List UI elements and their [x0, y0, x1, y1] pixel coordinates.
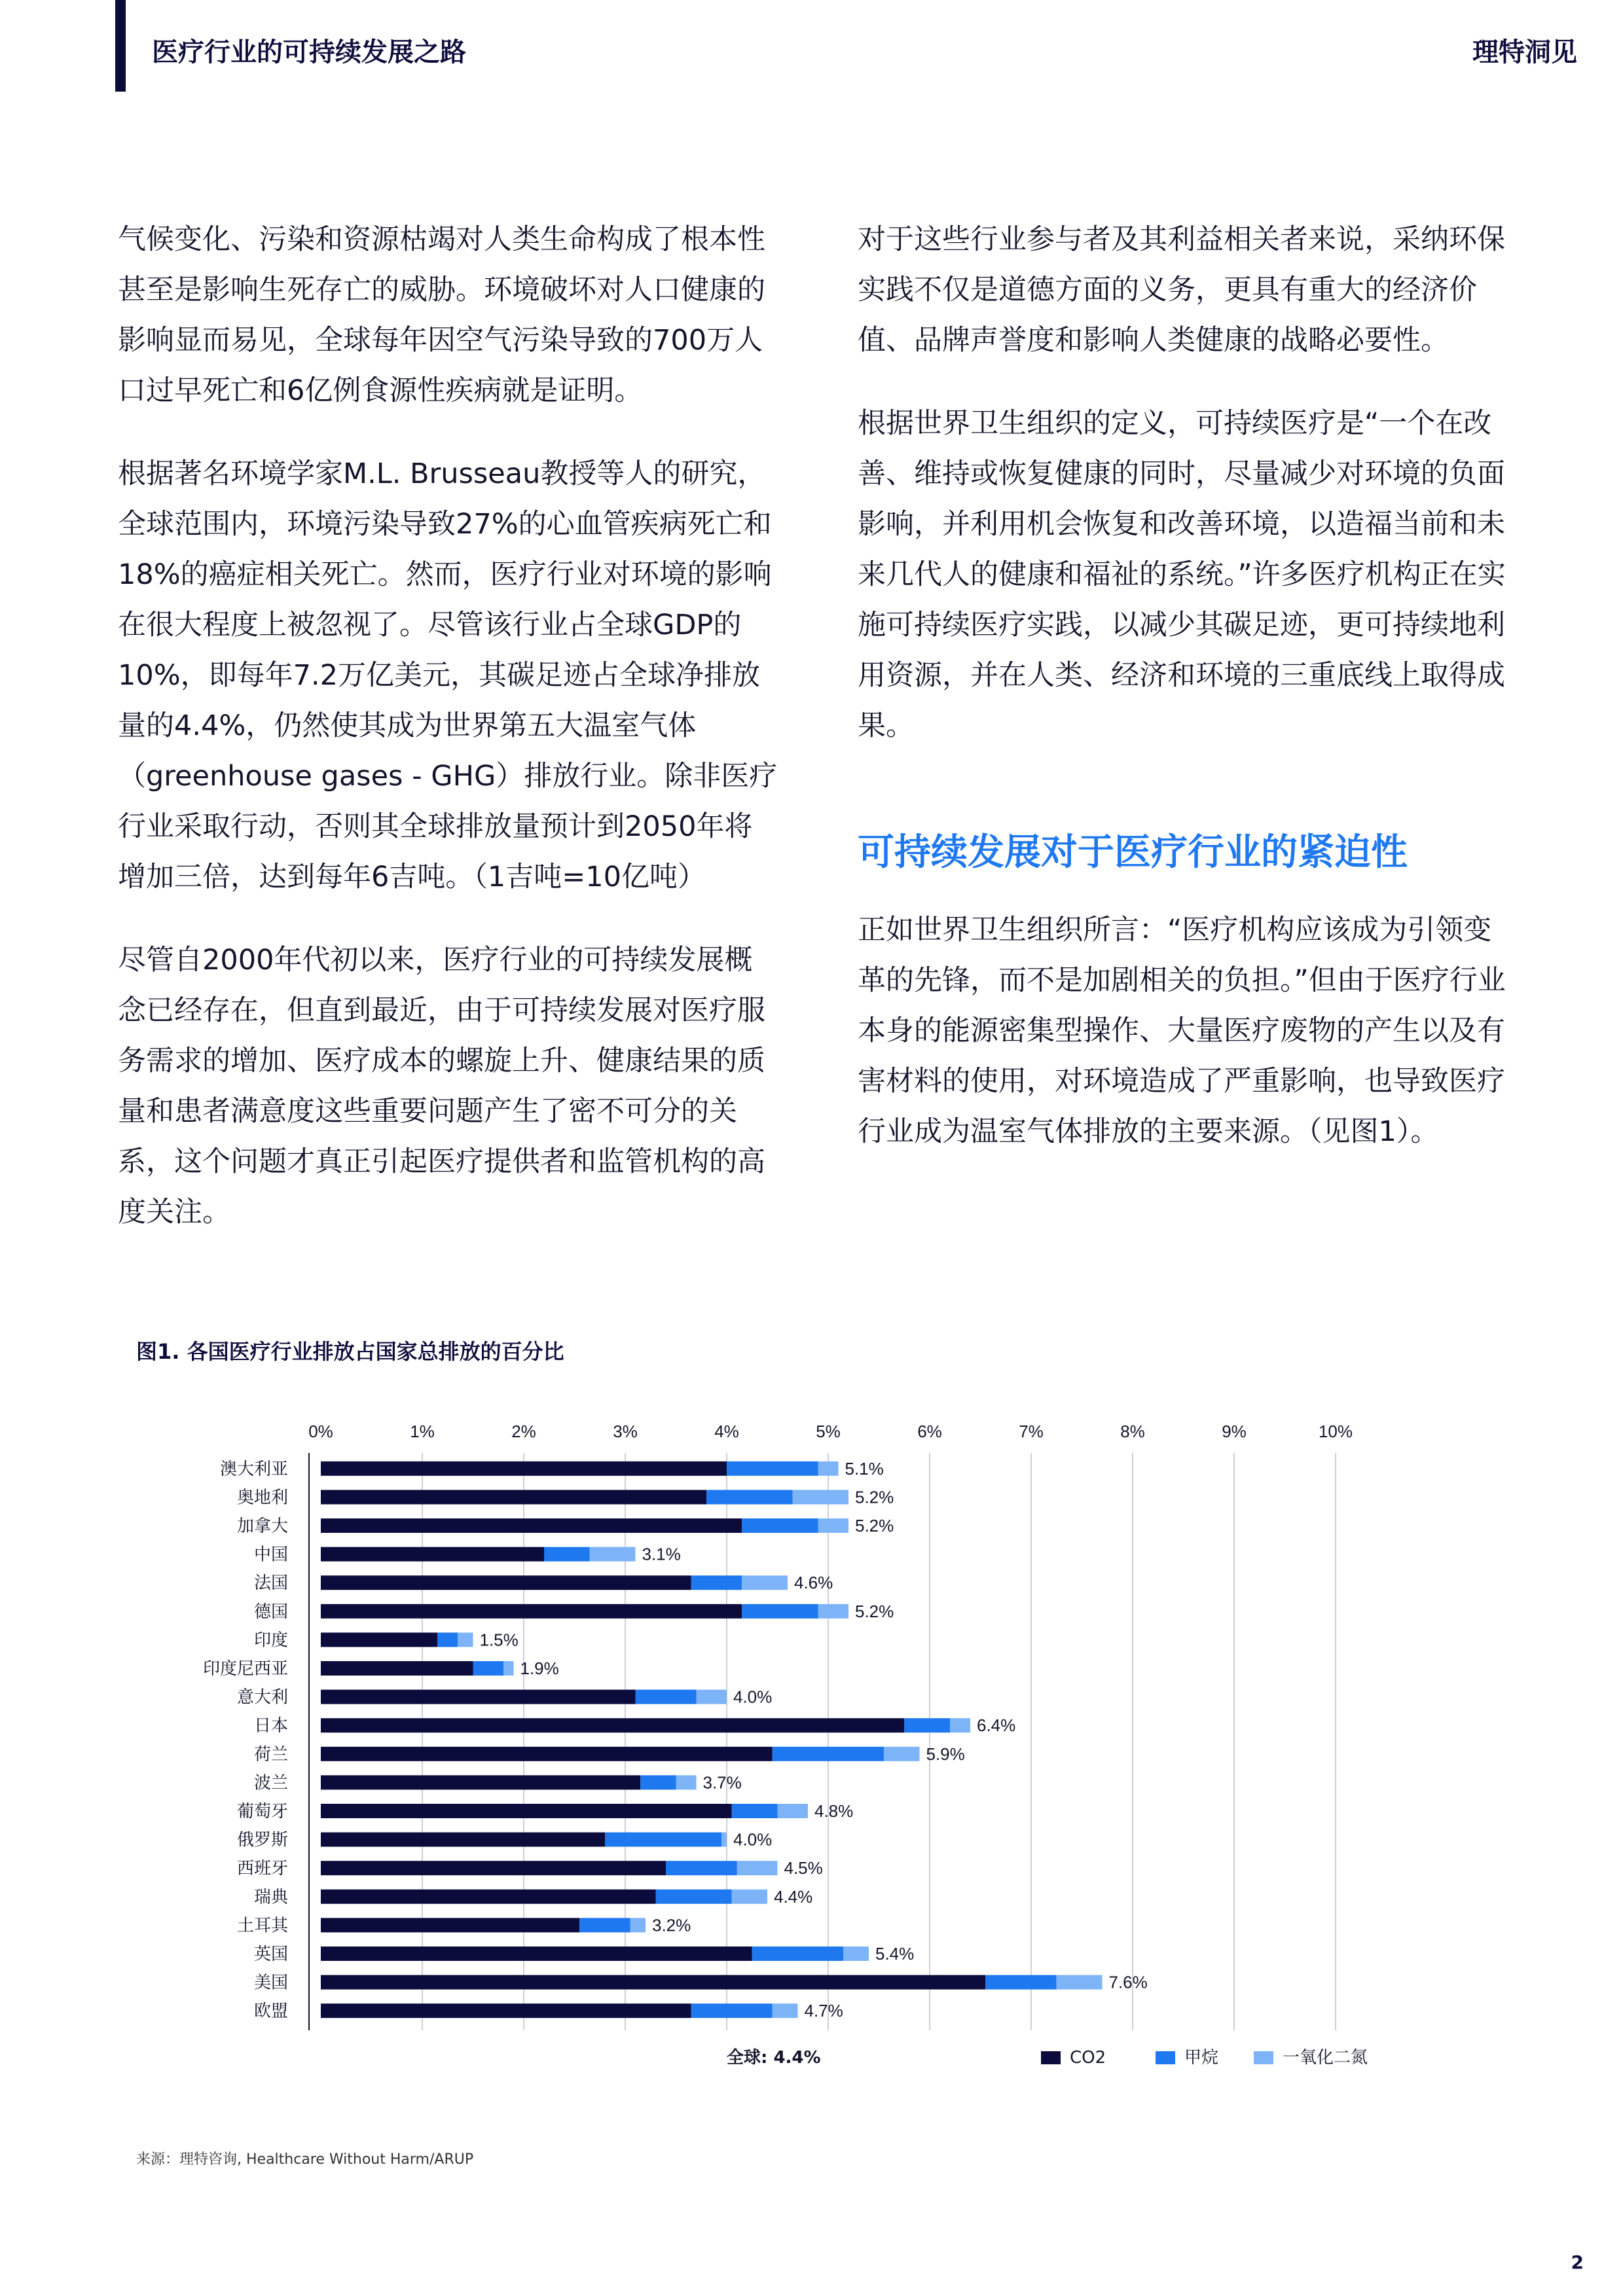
bar-segment — [473, 1661, 504, 1676]
bar-segment — [321, 1661, 473, 1676]
bar-segment — [437, 1632, 458, 1647]
category-label: 法国 — [253, 1573, 288, 1594]
bar-segment — [773, 2003, 798, 2018]
total-label: 1.5% — [479, 1630, 519, 1650]
category-label: 瑞典 — [253, 1887, 288, 1907]
total-label: 4.7% — [804, 2001, 843, 2021]
bar-segment — [321, 1490, 706, 1504]
bar-segment — [950, 1718, 970, 1732]
bar-segment — [458, 1632, 473, 1647]
bar-segment — [656, 1890, 732, 1904]
bar-segment — [321, 1632, 437, 1647]
x-tick-label: 2% — [511, 1422, 536, 1441]
bar-segment — [778, 1804, 809, 1818]
bar-segment — [737, 1861, 778, 1875]
legend-swatch — [1254, 2051, 1273, 2064]
category-label: 荷兰 — [253, 1744, 288, 1765]
bar-segment — [727, 1462, 818, 1476]
figure-source: 来源：理特咨询, Healthcare Without Harm/ARUP — [136, 2151, 474, 2168]
total-label: 5.4% — [875, 1944, 915, 1964]
legend-swatch — [1156, 2051, 1175, 2064]
bar-segment — [636, 1690, 697, 1704]
category-label: 加拿大 — [236, 1516, 288, 1536]
category-label: 英国 — [253, 1945, 288, 1964]
total-label: 4.4% — [774, 1886, 813, 1907]
category-label: 印度尼西亚 — [202, 1659, 288, 1679]
header-accent-bar — [115, 0, 126, 92]
paragraph: 气候变化、污染和资源枯竭对人类生命构成了根本性甚至是影响生死存亡的威胁。环境破坏对人口健康的影响显而易见，全球每年因空气污染导致的700万人口过早死亡和6亿例食源性疾病就是证明。 — [118, 223, 765, 407]
bar-segment — [732, 1890, 767, 1904]
figure-title: 图1. 各国医疗行业排放占国家总排放的百分比 — [136, 1339, 564, 1364]
bar-segment — [1057, 1975, 1103, 1990]
x-tick-label: 0% — [308, 1422, 333, 1441]
category-label: 中国 — [253, 1545, 288, 1565]
document-title: 医疗行业的可持续发展之路 — [152, 37, 466, 67]
bar-segment — [985, 1975, 1057, 1990]
category-label: 日本 — [253, 1716, 288, 1736]
bar-segment — [503, 1661, 514, 1676]
legend-swatch — [1041, 2051, 1061, 2064]
bar-segment — [742, 1575, 788, 1590]
brand-name: 理特洞见 — [1472, 37, 1577, 67]
bar-segment — [321, 1462, 727, 1476]
bar-segment — [742, 1518, 818, 1533]
bar-segment — [752, 1946, 844, 1961]
bar-segment — [666, 1861, 737, 1875]
x-tick-label: 6% — [917, 1422, 942, 1441]
paragraph: 正如世界卫生组织所言：“医疗机构应该成为引领变革的先锋，而不是加剧相关的负担。”但由于医疗行业本身的能源密集型操作、大量医疗废物的产生以及有害材料的使用，对环境造成了严重影响，也导致医疗行业成为温室气体排放的主要来源。（见图1）。 — [858, 914, 1506, 1148]
bar-segment — [605, 1833, 721, 1847]
bar-segment — [818, 1462, 839, 1476]
total-label: 1.9% — [520, 1659, 559, 1678]
total-label: 3.7% — [702, 1772, 742, 1793]
paragraph: 尽管自2000年代初以来，医疗行业的可持续发展概念已经存在，但直到最近，由于可持续发展对医疗服务需求的增加、医疗成本的螺旋上升、健康结果的质量和患者满意度这些重要问题产生了密不可分的关系，这个问题才真正引起医疗提供者和监管机构的高度关注。 — [118, 944, 765, 1229]
total-label: 5.2% — [855, 1601, 894, 1621]
bar-segment — [321, 1718, 904, 1732]
x-tick-label: 9% — [1222, 1422, 1247, 1441]
bar-segment — [706, 1490, 793, 1504]
bar-segment — [590, 1547, 636, 1562]
category-label: 西班牙 — [236, 1859, 288, 1879]
category-label: 澳大利亚 — [219, 1459, 288, 1479]
total-label: 3.2% — [652, 1915, 691, 1935]
bar-segment — [579, 1918, 630, 1932]
section-heading: 可持续发展对于医疗行业的紧迫性 — [858, 831, 1408, 874]
bar-segment — [691, 2003, 773, 2018]
page-number: 2 — [1571, 2251, 1584, 2273]
bar-segment — [691, 1575, 742, 1590]
category-label: 土耳其 — [236, 1916, 288, 1936]
total-label: 4.8% — [814, 1801, 854, 1821]
total-label: 7.6% — [1108, 1972, 1148, 1992]
total-label: 4.5% — [784, 1858, 823, 1878]
total-label: 5.9% — [926, 1744, 965, 1764]
bar-segment — [732, 1804, 778, 1818]
bar-segment — [773, 1747, 884, 1761]
x-tick-label: 4% — [714, 1422, 739, 1441]
bar-segment — [818, 1518, 849, 1533]
legend-label: CO2 — [1070, 2048, 1106, 2068]
global-average-note: 全球: 4.4% — [727, 2048, 821, 2068]
bar-segment — [884, 1747, 919, 1761]
bar-segment — [321, 1946, 752, 1961]
bar-segment — [321, 1604, 742, 1619]
bar-segment — [321, 1747, 773, 1761]
paragraph: 根据世界卫生组织的定义，可持续医疗是“一个在改善、维持或恢复健康的同时，尽量减少对环境的负面影响，并利用机会恢复和改善环境，以造福当前和未来几代人的健康和福祉的系统。”许多医疗机构正在实施可持续医疗实践，以减少其碳足迹，更可持续地利用资源，并在人类、经济和环境的三重底线上取得成果。 — [858, 407, 1506, 742]
x-tick-label: 1% — [410, 1422, 435, 1441]
total-label: 5.1% — [845, 1458, 884, 1479]
bar-segment — [793, 1490, 848, 1504]
bar-segment — [697, 1690, 727, 1704]
x-tick-label: 7% — [1019, 1422, 1044, 1441]
category-label: 德国 — [253, 1602, 288, 1622]
stacked-bar-chart — [0, 1401, 1623, 2108]
bar-segment — [676, 1775, 697, 1789]
bar-segment — [544, 1547, 590, 1562]
total-label: 6.4% — [977, 1715, 1016, 1736]
x-tick-label: 5% — [816, 1422, 841, 1441]
category-label: 美国 — [253, 1973, 288, 1993]
bar-segment — [321, 1690, 636, 1704]
bar-segment — [321, 1775, 640, 1789]
paragraph: 对于这些行业参与者及其利益相关者来说，采纳环保实践不仅是道德方面的义务，更具有重大的经济价值、品牌声誉度和影响人类健康的战略必要性。 — [858, 223, 1505, 357]
left-column — [118, 215, 779, 1270]
bar-segment — [640, 1775, 676, 1789]
total-label: 3.1% — [642, 1544, 681, 1564]
bar-segment — [321, 1861, 666, 1875]
bar-segment — [904, 1718, 950, 1732]
right-column — [858, 215, 1519, 1190]
total-label: 4.6% — [794, 1573, 833, 1593]
x-tick-label: 10% — [1318, 1422, 1353, 1441]
bar-segment — [321, 1833, 605, 1847]
bar-segment — [721, 1833, 727, 1847]
bar-segment — [321, 1890, 656, 1904]
category-label: 葡萄牙 — [236, 1802, 288, 1821]
bar-segment — [321, 1547, 544, 1562]
total-label: 4.0% — [733, 1829, 773, 1850]
bar-segment — [843, 1946, 869, 1961]
paragraph: 根据著名环境学家M.L. Brusseau教授等人的研究，全球范围内，环境污染导致27%的心血管疾病死亡和18%的癌症相关死亡。然而，医疗行业对环境的影响在很大程度上被忽视了。尽管该行业占全球GDP的10%，即每年7.2万亿美元，其碳足迹占全球净排放量的4.4%，仍然使其成为世界第五大温室气体（greenhouse gases - GHG）排放行业。除非医疗行业采取行动，否则其全球排放量预计到2050年将增加三倍，达到每年6吉吨。（1吉吨=10亿吨） — [118, 457, 778, 893]
x-tick-label: 3% — [613, 1422, 638, 1441]
category-label: 俄罗斯 — [236, 1830, 288, 1850]
legend-label: 甲烷 — [1184, 2048, 1219, 2068]
total-label: 4.0% — [733, 1687, 773, 1707]
total-label: 5.2% — [855, 1487, 894, 1507]
bar-segment — [630, 1918, 646, 1932]
bar-segment — [321, 1804, 732, 1818]
x-tick-label: 8% — [1120, 1422, 1145, 1441]
total-label: 5.2% — [855, 1516, 894, 1535]
legend-label: 一氧化二氮 — [1283, 2048, 1368, 2068]
bar-segment — [321, 1518, 742, 1533]
bar-segment — [321, 1918, 579, 1932]
category-label: 欧盟 — [253, 2001, 288, 2022]
category-label: 奥地利 — [236, 1488, 288, 1508]
bar-segment — [818, 1604, 849, 1619]
bar-segment — [321, 2003, 691, 2018]
bar-segment — [321, 1575, 691, 1590]
bar-segment — [742, 1604, 818, 1619]
bar-segment — [321, 1975, 985, 1990]
category-label: 意大利 — [236, 1687, 288, 1708]
category-label: 波兰 — [253, 1773, 288, 1793]
category-label: 印度 — [253, 1630, 288, 1651]
